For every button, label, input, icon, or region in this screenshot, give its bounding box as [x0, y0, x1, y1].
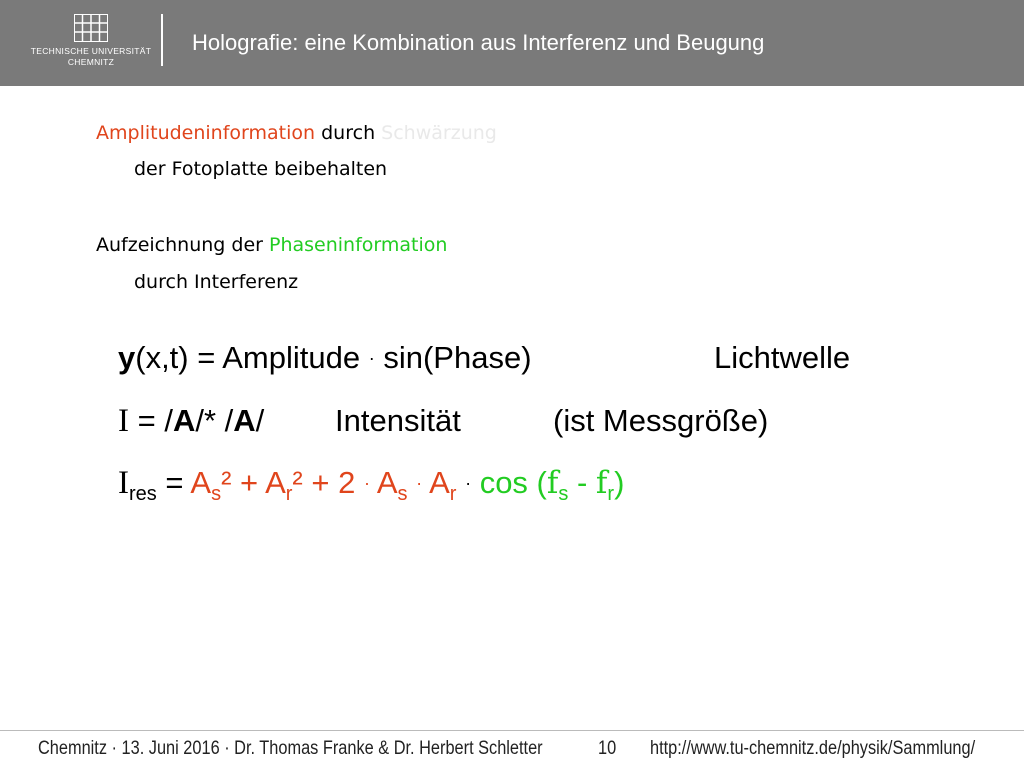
formula2-p2: /* / [195, 403, 234, 438]
logo-line1: TECHNISCHE UNIVERSITÄT [30, 46, 152, 56]
formula1-lhs: (x,t) = Amplitude [135, 340, 361, 375]
lichtwelle-label: Lichtwelle [714, 340, 851, 375]
formula2-a1: A [172, 403, 196, 438]
measured-label: (ist Messgröße) [553, 403, 769, 438]
formula-intensity [118, 403, 264, 440]
phi-symbol-1: f [546, 465, 559, 501]
formula2-a2: A [233, 403, 256, 438]
amplitude-word: Amplitudeninformation [96, 122, 316, 144]
formula3-res: res [129, 483, 157, 505]
block2-line1 [96, 234, 447, 256]
logo-line2: CHEMNITZ [67, 57, 115, 67]
page-number: 10 [598, 738, 617, 759]
block2-line2: durch Interferenz [134, 271, 299, 293]
formula2-p3: / [255, 403, 265, 438]
formula3-s1: s [211, 483, 222, 505]
block1-line1 [96, 122, 497, 144]
formula3-r2: r [449, 483, 457, 505]
formula3-eq: = [156, 465, 191, 500]
formula3-sq2: ² + 2 [292, 465, 356, 500]
intensity-label: Intensität [335, 403, 461, 438]
formula3-minus: - [568, 465, 596, 500]
building-icon [74, 14, 108, 42]
formula3-r3: r [607, 483, 615, 505]
formula3-close: ) [614, 465, 625, 500]
formula3-i: I [118, 465, 129, 501]
formula3-as2: A [376, 465, 398, 500]
university-logo [22, 10, 160, 74]
formula2-i: I [118, 403, 129, 439]
aufzeichnung-words: Aufzeichnung der [96, 234, 263, 256]
phase-word: Phaseninformation [269, 234, 448, 256]
footer-credits: Chemnitz · 13. Juni 2016 · Dr. Thomas Franke & Dr. Herbert Schletter [38, 738, 543, 759]
block1-line2: der Fotoplatte beibehalten [134, 158, 388, 180]
formula3-ar2: A [429, 465, 450, 500]
formula3-dot2: · [416, 473, 423, 493]
formula3-dot1: · [363, 473, 370, 493]
psi-symbol: y [118, 340, 136, 375]
formula3-green-part [479, 465, 625, 505]
formula1-rhs: sin(Phase) [383, 340, 532, 375]
formula-lichtwelle [118, 340, 532, 376]
header-divider [161, 14, 163, 66]
formula3-ar: A [265, 465, 286, 500]
footer-url[interactable]: http://www.tu-chemnitz.de/physik/Sammlung/ [650, 738, 976, 759]
formula3-sq1: ² + [221, 465, 266, 500]
durch-word: durch [321, 122, 376, 144]
formula1-dot: · [368, 348, 375, 368]
formula-ires [118, 465, 624, 506]
formula2-p1: = / [129, 403, 173, 438]
formula3-red-part [190, 465, 457, 505]
slide-title: Holografie: eine Kombination aus Interferenz und Beugung [192, 30, 765, 55]
formula3-dot3: · [465, 473, 472, 493]
header-bar [0, 0, 1024, 86]
formula3-cos: cos ( [479, 465, 547, 500]
phi-symbol-2: f [595, 465, 608, 501]
formula3-as: A [190, 465, 212, 500]
formula3-s3: s [558, 483, 569, 505]
formula3-s2: s [397, 483, 408, 505]
formula3-r1: r [285, 483, 293, 505]
footer-divider [0, 730, 1024, 731]
schwaerzung-word: Schwärzung [381, 122, 497, 144]
